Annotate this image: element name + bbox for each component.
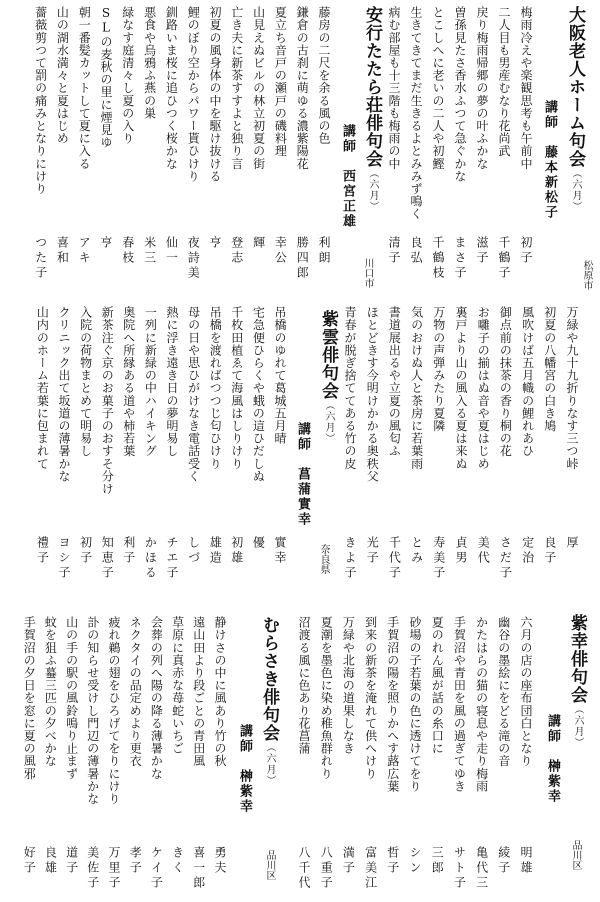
shiun-poem-verse: クリニック出て坂道の薄暑かな (57, 306, 71, 483)
shikou-teacher (546, 714, 559, 844)
shiun-poem-author: 良子 (542, 536, 557, 566)
shikou-place (570, 840, 580, 880)
yasuyuki-poem-author: 仙一 (164, 236, 179, 266)
yasuyuki-title-text: 安行たたら荘俳句会 (362, 6, 382, 168)
yasuyuki-poem-verse: 鯉のぼり空からパワー貰ひけり (186, 6, 201, 183)
murasaki-poem-author: 万里子 (107, 846, 121, 891)
yasuyuki-poem-author: 輝 (251, 236, 266, 251)
shiun-poem-author: 千代子 (387, 536, 402, 581)
shikou-title-text: 紫幸俳句会 (567, 614, 587, 704)
shiun-poem-verse: 奥院へ所縁ある道や柿若葉 (121, 306, 136, 458)
yasuyuki-poem-verse: 悪食や烏鴉ふ燕の巣 (142, 6, 157, 120)
shikou-poem-verse: 手賀沼や青田を風の過ぎてゆき (452, 616, 467, 793)
murasaki-poem-verse: 蚊を狙ふ蟇三匹の夕べかな (43, 616, 58, 768)
shikou-poem-author: サト子 (452, 846, 467, 891)
shiun-poem-verse: 吊橋を渡ればつつじ匂ひけり (208, 306, 223, 470)
shiun-poem-verse: 気のおけぬ人と茶房に若葉雨 (409, 306, 424, 470)
shiun-poem-author: 光子 (365, 536, 380, 566)
shikou-poem-verse: 手賀沼の陽を照りかへす蕗広葉 (385, 616, 400, 793)
shikou-poem-author: 八重子 (319, 846, 334, 891)
shiun-poem-verse: 風吹けば五月幟の鯉れあひ (520, 306, 535, 458)
murasaki-poem-author: 美佐子 (85, 846, 100, 891)
murasaki-poem-verse: 山の手の駅の風鈴鳴り止まず (64, 616, 79, 780)
shikou-poem-verse: 夏潮を墨色に染め稚魚群れり (319, 616, 334, 780)
murasaki-teacher-label: 講師 (237, 724, 252, 754)
murasaki-poem-verse: 遠山田より段ごとの青田風 (191, 616, 206, 768)
shiun-poem-verse: 裏戸より山の風入る夏は来ぬ (454, 306, 468, 470)
shiun-poem-author: とみ (409, 536, 424, 566)
yasuyuki-poem-verse: 薔薇剪つて罰の痛みとなりにけり (33, 6, 48, 195)
yasuyuki-place-text: 川口市 (362, 258, 373, 288)
murasaki-poem-author: ケイ子 (149, 846, 164, 891)
shiun-poem-author: 禮子 (35, 536, 50, 566)
murasaki-title-text: むらさき俳句会 (259, 616, 279, 742)
osaka-poem-author: まさ子 (453, 236, 467, 281)
shiun-poem-verse: 入院の荷物まとめて明易し (78, 306, 93, 458)
shiun-poem-author: 初雄 (229, 536, 244, 566)
shiun-poem-author: ヨシ子 (57, 536, 71, 581)
shiun-poem-verse: 母の日や思ひがけなき電話受く (186, 306, 201, 483)
yasuyuki-poem-verse: 初夏の風身体の中を駆け抜ける (208, 6, 222, 183)
shiun-poem-author: 實幸 (273, 536, 287, 566)
shikou-month: （六月） (572, 704, 583, 748)
shiun-teacher-name: 菖蒲實幸 (295, 467, 310, 527)
shiun-poem-author: 利子 (121, 536, 136, 566)
osaka-poem-verse: とこしへに老いの二人や初鰹 (431, 6, 445, 170)
murasaki-place (264, 850, 274, 890)
yasuyuki-teacher-label: 講師 (340, 124, 355, 154)
shikou-teacher-name: 榊紫幸 (545, 759, 560, 804)
shikou-poem-author: 八千代 (297, 846, 311, 891)
shiun-poem-verse: ほとどきす今明けかかる奥秩父 (365, 306, 380, 483)
murasaki-poem-author: 良雄 (43, 846, 58, 876)
yasuyuki-poem-author: アキ (77, 236, 92, 266)
osaka-poem-verse: 病む部屋も十三階も梅雨の中 (387, 6, 401, 170)
murasaki-place-text: 品川区 (264, 850, 275, 880)
shikou-poem-author: 満子 (341, 846, 356, 876)
murasaki-teacher-name: 榊紫幸 (237, 769, 252, 814)
shikou-poem-author: シン (408, 846, 422, 876)
osaka-poem-verse: 二人目も男産むなり花尚武 (497, 6, 511, 158)
yasuyuki-poem-author: 登志 (229, 236, 244, 266)
yasuyuki-poem-verse: 朝一番髪カットして夏に入る (77, 6, 92, 170)
yasuyuki-poem-author: 幸公 (273, 236, 288, 266)
shiun-poem-author: さだ子 (498, 536, 513, 581)
shiun-poem-author: 寿美子 (431, 536, 446, 581)
yasuyuki-month: （六月） (367, 168, 378, 212)
osaka-poem-author: 千鶴子 (497, 236, 511, 281)
yasuyuki-poem-verse: 夏立ち音戸の瀬戸の磯料理 (273, 6, 288, 158)
yasuyuki-poem-author: 亨 (99, 236, 113, 251)
shikou-poem-author: 明雄 (519, 846, 533, 876)
shiun-poem-verse: 万物の声弾みたり夏隣 (431, 306, 446, 432)
shiun-poem-author: 定治 (520, 536, 535, 566)
murasaki-poem-author: 好子 (22, 846, 37, 876)
shiun-poem-verse: 千枚田植ゑて海風はしりけり (229, 306, 244, 470)
shikou-poem-verse: 沼渡る風に色あり花菖蒲 (297, 616, 311, 755)
osaka-month: （六月） (570, 168, 581, 212)
shiun-poem-author: 初子 (78, 536, 93, 566)
shikou-poem-author: 哲子 (385, 846, 400, 876)
osaka-poem-author: 滋子 (475, 236, 489, 266)
shiun-poem-author: チエ子 (165, 536, 179, 581)
yasuyuki-poem-author: 米三 (142, 236, 157, 266)
yasuyuki-poem-verse: SLの麦秋の里に煙見ゆ (99, 6, 113, 149)
yasuyuki-poem-verse: 緑なす庭清々し夏の入り (120, 6, 135, 145)
yasuyuki-poem-verse: 釧路いま桜に追ひつく桜かな (164, 6, 179, 170)
osaka-poem-author: 良弘 (409, 236, 423, 266)
yasuyuki-poem-verse: 亡き夫に新茶すすよと独り言 (229, 6, 244, 170)
shikou-poem-verse: 六月の店の座布団白となり (519, 616, 533, 768)
shikou-poem-verse: 到来の新茶を淹れて供へけり (363, 616, 378, 780)
murasaki-poem-verse: 訃の知らせ受けし門辺の薄暑かな (85, 616, 100, 805)
osaka-poem-verse: 戻り梅雨帰郷の夢の叶ふかな (475, 6, 489, 170)
yasuyuki-teacher-name: 西宮正雄 (340, 169, 355, 229)
murasaki-poem-verse: ネクタイの品定めより更衣 (128, 616, 143, 768)
shiun-title (319, 310, 336, 470)
shiun-poem-author: しづ (186, 536, 201, 566)
osaka-poem-author: 清子 (387, 236, 401, 266)
murasaki-poem-author: 勇夫 (213, 846, 227, 876)
shiun-poem-verse: 書道展出るや立夏の風匂ふ (387, 306, 402, 458)
osaka-place (581, 260, 591, 296)
shikou-poem-verse: 砂場の子若葉の色に透けてをり (408, 616, 422, 793)
osaka-poem-author: 千鶴枝 (431, 236, 445, 281)
shiun-teacher (296, 422, 309, 552)
shiun-place (318, 544, 328, 584)
shikou-poem-verse: 万緑や北海の道果しなき (341, 616, 356, 755)
osaka-title-text: 大阪老人ホーム句会 (565, 6, 585, 168)
yasuyuki-poem-author: 亨 (208, 236, 222, 251)
shikou-poem-author: 富美江 (363, 846, 378, 891)
shiun-poem-verse: 熱に浮き遠き日の夢明易し (165, 306, 179, 458)
shiun-poem-author: 知恵子 (100, 536, 115, 581)
shiun-poem-verse: 万緑や九十九折りなす三つ峠 (565, 306, 579, 470)
shiun-poem-author: 優 (251, 536, 266, 551)
yasuyuki-title (363, 6, 380, 246)
shiun-poem-author: かほる (143, 536, 158, 581)
shikou-poem-author: 綾子 (496, 846, 511, 876)
osaka-poem-verse: 生きてきてまだ生きるよとみみず鳴く (409, 6, 423, 221)
shikou-poem-author: 三郎 (430, 846, 445, 876)
shikou-place-text: 品川区 (570, 840, 581, 870)
murasaki-poem-verse: 疲れ鵜の翅をひろげてをりにけり (107, 616, 121, 805)
osaka-place-text: 松原市 (581, 260, 592, 290)
osaka-poem-author: 初子 (519, 236, 533, 266)
osaka-poem-verse: 梅雨冷えや楽観思考も午前中 (519, 6, 533, 170)
shiun-poem-author: 貞男 (454, 536, 468, 566)
yasuyuki-poem-verse: 山の湖水満々と夏はじめ (55, 6, 70, 145)
shikou-poem-verse: かたはらの猫の寝息や走り梅雨 (474, 616, 489, 793)
shiun-poem-verse: お囃子の揃はぬ音や夏はじめ (476, 306, 491, 470)
shiun-poem-author: 美代 (476, 536, 491, 566)
shiun-poem-verse: 初夏の八幡宮の白き鳩 (542, 306, 557, 432)
yasuyuki-poem-author: 夜詩美 (186, 236, 201, 281)
shiun-poem-author: 雄造 (208, 536, 223, 566)
shiun-poem-verse: 一列に新緑の中ハイキング (143, 306, 158, 458)
shiun-poem-author: 厚 (565, 536, 579, 551)
shikou-poem-verse: 夏のれん風が話の糸口に (430, 616, 445, 755)
osaka-teacher-label: 講師 (542, 100, 557, 130)
osaka-teacher-name: 藤本新松子 (542, 145, 557, 220)
murasaki-poem-author: 道子 (64, 846, 79, 876)
murasaki-poem-verse: 手賀沼の夕日を窓に夏の風邪 (22, 616, 37, 780)
shiun-month: （六月） (323, 400, 334, 444)
shiun-poem-author: きよ子 (343, 536, 357, 581)
shikou-teacher-label: 講師 (545, 714, 560, 744)
shikou-title (568, 614, 585, 754)
murasaki-poem-verse: 会葬の列へ陽の降る薄暑かな (149, 616, 164, 780)
murasaki-poem-author: 喜一郎 (191, 846, 206, 891)
yasuyuki-poem-author: 利朗 (317, 236, 331, 266)
yasuyuki-poem-author: 春枝 (120, 236, 135, 266)
shikou-poem-verse: 幽谷の墨絵にをどる滝の音 (496, 616, 511, 768)
yasuyuki-poem-verse: 山見えぬビルの林立初夏の街 (251, 6, 266, 170)
yasuyuki-poem-author: 勝四郎 (295, 236, 310, 281)
murasaki-poem-author: きく (170, 846, 185, 876)
murasaki-poem-verse: 静けさの中に風あり竹の秋 (213, 616, 227, 768)
shiun-poem-verse: 青春が脱ぎ捨ててある竹の皮 (343, 306, 357, 470)
yasuyuki-poem-author: 喜和 (55, 236, 70, 266)
shiun-place-text: 奈良県 (318, 544, 329, 574)
shiun-poem-verse: 山内のホーム若葉に包まれて (35, 306, 50, 470)
shiun-title-text: 紫雲俳句会 (318, 310, 338, 400)
osaka-poem-verse: 曽孫見たさ香水ふつて急ぐかな (453, 6, 467, 183)
osaka-teacher (543, 100, 556, 250)
shikou-poem-author: 亀代三 (474, 846, 489, 891)
murasaki-month: （六月） (264, 742, 275, 786)
yasuyuki-place (362, 258, 372, 294)
osaka-title (566, 6, 583, 216)
yasuyuki-poem-verse: 藤房の二尺を余る風の色 (317, 6, 331, 145)
murasaki-poem-verse: 草原に真赤な苺蛇いちご (170, 616, 185, 755)
murasaki-poem-author: 孝子 (128, 846, 143, 876)
murasaki-title (260, 616, 277, 816)
yasuyuki-poem-author: つた子 (33, 236, 48, 281)
shiun-poem-verse: 新茶注ぐ京のお菓子のおすそ分け (100, 306, 115, 495)
shiun-poem-verse: 宅急便ひらくや蛾の這ひだしぬ (251, 306, 266, 483)
shiun-poem-verse: 御点前の抹茶の香り桐の花 (498, 306, 513, 458)
yasuyuki-poem-verse: 鎌倉の古刹に萌ゆる濃紫陽花 (295, 6, 310, 170)
shiun-teacher-label: 講師 (295, 422, 310, 452)
shiun-poem-verse: 吊橋のゆれて葛城五月晴 (273, 306, 287, 445)
yasuyuki-teacher (341, 124, 354, 254)
murasaki-teacher (238, 724, 251, 844)
